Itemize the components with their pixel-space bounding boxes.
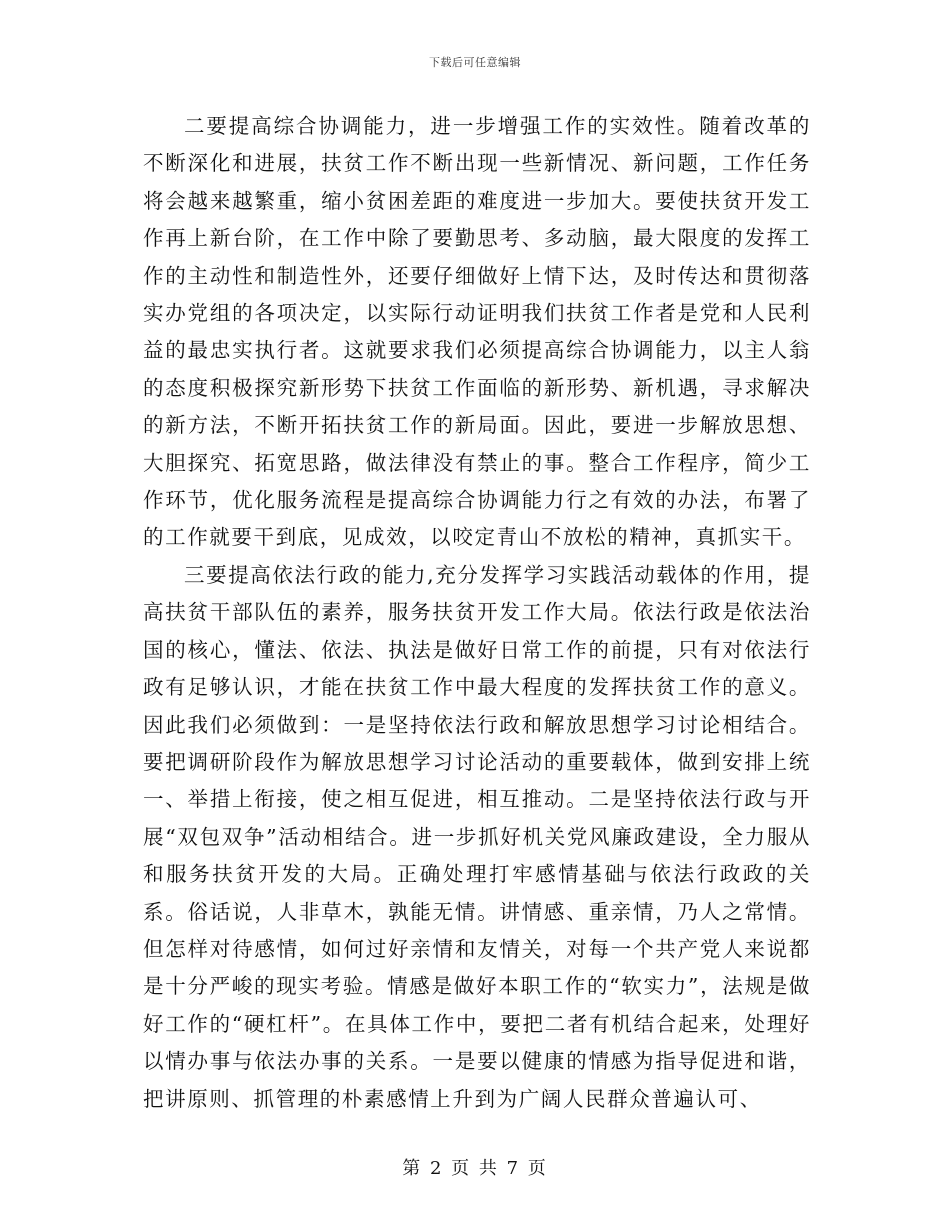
paragraph-comprehensive-coordination: 二要提高综合协调能力，进一步增强工作的实效性。随着改革的不断深化和进展，扶贫工作不断出现一些新情况、新问题，工作任务将会越来越繁重，缩小贫困差距的难度进一步加大。要使扶贫开发工作再上新台阶，在工作中除了要勤思考、多动脑，最大限度的发挥工作的主动性和制造性外，还要仔细做好上情下达，及时传达和贯彻落实办党组的各项决定，以实际行动证明我们扶贫工作者是党和人民利益的最忠实执行者。这就要求我们必须提高综合协调能力，以主人翁的态度积极探究新形势下扶贫工作面临的新形势、新机遇，寻求解决的新方法，不断开拓扶贫工作的新局面。因此，要进一步解放思想、大胆探究、拓宽思路，做法律没有禁止的事。整合工作程序，简少工作环节，优化服务流程是提高综合协调能力行之有效的办法，布署了的工作就要干到底，见成效，以咬定青山不放松的精神，真抓实干。 bbox=[143, 114, 811, 550]
paragraph-law-based-administration: 三要提高依法行政的能力,充分发挥学习实践活动载体的作用，提高扶贫干部队伍的素养，服务扶贫开发工作大局。依法行政是依法治国的核心，懂法、依法、执法是做好日常工作的前提，只有对依法行政有足够认识，才能在扶贫工作中最大程度的发挥扶贫工作的意义。因此我们必须做到：一是坚持依法行政和解放思想学习讨论相结合。要把调研阶段作为解放思想学习讨论活动的重要载体，做到安排上统一、举措上衔接，使之相互促进，相互推动。二是坚持依法行政与开展“双包双争”活动相结合。进一步抓好机关党风廉政建设，全力服从和服务扶贫开发的大局。正确处理打牢感情基础与依法行政政的关系。俗话说，人非草木，孰能无情。讲情感、重亲情，乃人之常情。但怎样对待感情，如何过好亲情和友情关，对每一个共产党人来说都是十分严峻的现实考验。情感是做好本职工作的“软实力”，法规是做好工作的“硬杠杆”。在具体工作中，要把二者有机结合起来，处理好以情办事与依法办事的关系。一是要以健康的情感为指导促进和谐，把讲原则、抓管理的朴素感情上升到为广阔人民群众普遍认可、 bbox=[143, 562, 811, 1111]
page-number-footer: 第 2 页 共 7 页 bbox=[402, 1158, 548, 1179]
page-header-note: 下载后可任意编辑 bbox=[429, 56, 521, 69]
document-body bbox=[143, 108, 811, 1118]
